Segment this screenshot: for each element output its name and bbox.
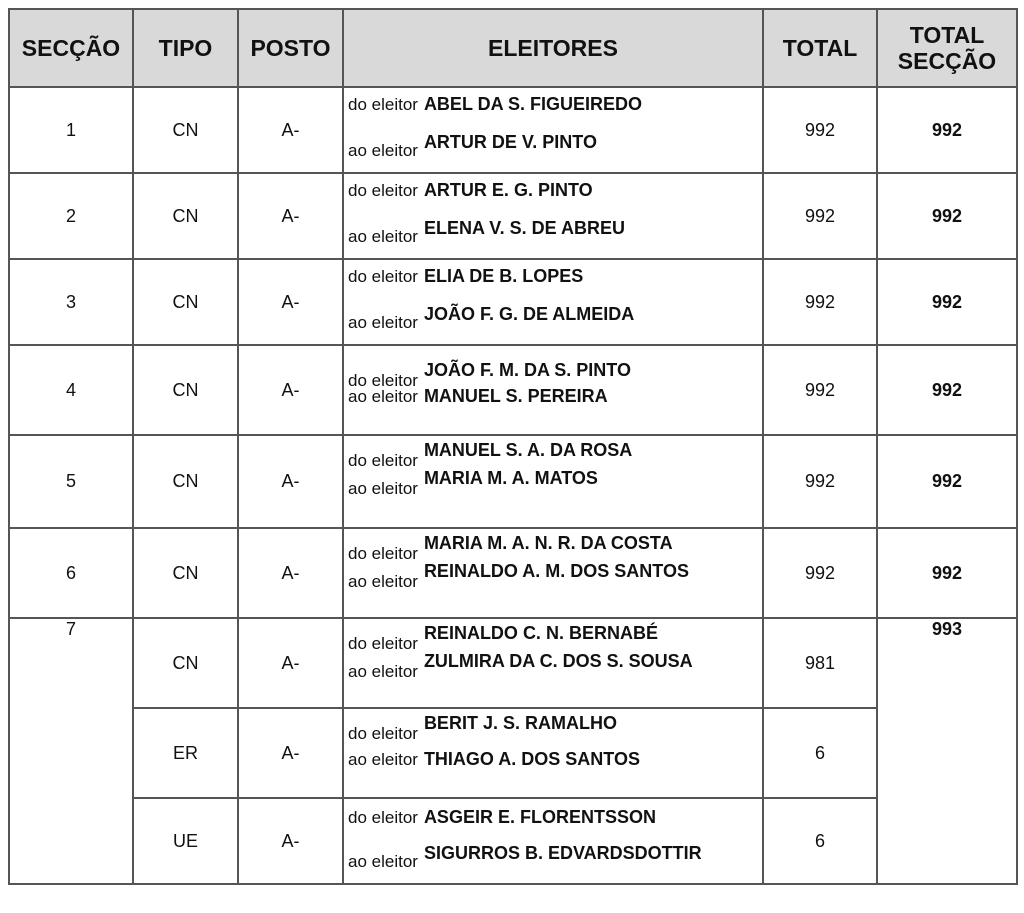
header-total-seccao bbox=[877, 9, 1017, 87]
header-total: TOTAL bbox=[763, 9, 877, 87]
to-line bbox=[348, 132, 597, 160]
total-seccao-cell: 992 bbox=[877, 435, 1017, 528]
to-line bbox=[348, 651, 693, 681]
electoral-sections-table bbox=[8, 8, 1018, 885]
from-label: do eleitor bbox=[348, 181, 418, 200]
to-name: ZULMIRA DA C. DOS S. SOUSA bbox=[423, 651, 693, 671]
to-label: ao eleitor bbox=[348, 387, 418, 406]
total-cell: 992 bbox=[763, 173, 877, 259]
posto-cell: A- bbox=[238, 798, 343, 884]
tipo-cell: CN bbox=[133, 435, 238, 528]
tipo-cell: CN bbox=[133, 528, 238, 618]
from-name: ELIA DE B. LOPES bbox=[423, 266, 584, 286]
total-cell: 992 bbox=[763, 87, 877, 173]
from-line bbox=[348, 180, 593, 201]
header-eleitores: ELEITORES bbox=[343, 9, 763, 87]
to-line bbox=[348, 386, 608, 407]
total-cell: 992 bbox=[763, 435, 877, 528]
from-label: do eleitor bbox=[348, 544, 418, 563]
posto-cell: A- bbox=[238, 618, 343, 708]
eleitores-cell bbox=[343, 345, 763, 435]
total-seccao-cell: 992 bbox=[877, 87, 1017, 173]
to-line bbox=[348, 304, 635, 332]
total-cell: 981 bbox=[763, 618, 877, 708]
posto-cell: A- bbox=[238, 528, 343, 618]
from-name: BERIT J. S. RAMALHO bbox=[423, 713, 617, 733]
total-seccao-cell: 992 bbox=[877, 259, 1017, 345]
seccao-cell: 5 bbox=[9, 435, 133, 528]
from-label: do eleitor bbox=[348, 95, 418, 114]
to-name: ELENA V. S. DE ABREU bbox=[423, 218, 625, 238]
to-line bbox=[348, 561, 689, 591]
total-seccao-cell: 992 bbox=[877, 345, 1017, 435]
seccao-cell: 1 bbox=[9, 87, 133, 173]
total-cell: 6 bbox=[763, 798, 877, 884]
total-cell: 6 bbox=[763, 708, 877, 798]
tipo-cell: UE bbox=[133, 798, 238, 884]
from-line bbox=[348, 533, 673, 563]
from-label: do eleitor bbox=[348, 724, 418, 743]
from-name: MANUEL S. A. DA ROSA bbox=[423, 440, 633, 460]
table-row bbox=[9, 345, 1017, 435]
tipo-cell: CN bbox=[133, 618, 238, 708]
eleitores-cell bbox=[343, 708, 763, 798]
tipo-cell: CN bbox=[133, 345, 238, 435]
to-name: THIAGO A. DOS SANTOS bbox=[423, 749, 640, 769]
to-label: ao eleitor bbox=[348, 313, 418, 332]
to-name: ARTUR DE V. PINTO bbox=[423, 132, 597, 152]
table-row bbox=[9, 528, 1017, 618]
from-line bbox=[348, 266, 583, 287]
table-row bbox=[9, 708, 1017, 798]
from-name: ASGEIR E. FLORENTSSON bbox=[423, 807, 656, 827]
total-cell: 992 bbox=[763, 345, 877, 435]
total-cell: 992 bbox=[763, 528, 877, 618]
seccao-cell: 2 bbox=[9, 173, 133, 259]
posto-cell: A- bbox=[238, 345, 343, 435]
tipo-cell: CN bbox=[133, 259, 238, 345]
table-row bbox=[9, 435, 1017, 528]
seccao-cell: 4 bbox=[9, 345, 133, 435]
tipo-cell: CN bbox=[133, 87, 238, 173]
to-label: ao eleitor bbox=[348, 750, 418, 769]
eleitores-cell bbox=[343, 173, 763, 259]
table-row bbox=[9, 798, 1017, 884]
to-label: ao eleitor bbox=[348, 479, 418, 498]
from-name: REINALDO C. N. BERNABÉ bbox=[423, 623, 658, 643]
from-name: MARIA M. A. N. R. DA COSTA bbox=[423, 533, 673, 553]
eleitores-cell bbox=[343, 618, 763, 708]
to-name: REINALDO A. M. DOS SANTOS bbox=[423, 561, 689, 581]
from-line bbox=[348, 360, 631, 390]
from-line bbox=[348, 713, 617, 743]
posto-cell: A- bbox=[238, 259, 343, 345]
total-seccao-cell: 993 bbox=[877, 618, 1017, 884]
to-label: ao eleitor bbox=[348, 572, 418, 591]
posto-cell: A- bbox=[238, 173, 343, 259]
eleitores-cell bbox=[343, 435, 763, 528]
tipo-cell: ER bbox=[133, 708, 238, 798]
header-posto: POSTO bbox=[238, 9, 343, 87]
from-label: do eleitor bbox=[348, 371, 418, 390]
from-line bbox=[348, 440, 633, 470]
table-row bbox=[9, 259, 1017, 345]
from-label: do eleitor bbox=[348, 451, 418, 470]
header-total-seccao-line2: SECÇÃO bbox=[897, 48, 997, 74]
total-seccao-cell: 992 bbox=[877, 173, 1017, 259]
to-line bbox=[348, 749, 640, 770]
seccao-cell: 7 bbox=[9, 618, 133, 884]
table-row bbox=[9, 618, 1017, 708]
eleitores-cell bbox=[343, 528, 763, 618]
from-name: ARTUR E. G. PINTO bbox=[423, 180, 593, 200]
table-row bbox=[9, 173, 1017, 259]
to-line bbox=[348, 218, 625, 246]
eleitores-cell bbox=[343, 798, 763, 884]
to-label: ao eleitor bbox=[348, 141, 418, 160]
to-name: MANUEL S. PEREIRA bbox=[423, 386, 608, 406]
posto-cell: A- bbox=[238, 87, 343, 173]
tipo-cell: CN bbox=[133, 173, 238, 259]
header-total-seccao-line1: TOTAL bbox=[909, 22, 985, 48]
table-row bbox=[9, 87, 1017, 173]
posto-cell: A- bbox=[238, 708, 343, 798]
from-line bbox=[348, 807, 656, 828]
seccao-cell: 3 bbox=[9, 259, 133, 345]
total-cell: 992 bbox=[763, 259, 877, 345]
eleitores-cell bbox=[343, 87, 763, 173]
from-label: do eleitor bbox=[348, 808, 418, 827]
total-seccao-cell: 992 bbox=[877, 528, 1017, 618]
from-line bbox=[348, 94, 642, 115]
to-label: ao eleitor bbox=[348, 852, 418, 871]
from-line bbox=[348, 623, 658, 653]
to-line bbox=[348, 843, 702, 871]
from-name: ABEL DA S. FIGUEIREDO bbox=[423, 94, 642, 114]
eleitores-cell bbox=[343, 259, 763, 345]
seccao-cell: 6 bbox=[9, 528, 133, 618]
to-name: SIGURROS B. EDVARDSDOTTIR bbox=[423, 843, 702, 863]
to-line bbox=[348, 468, 598, 498]
from-name: JOÃO F. M. DA S. PINTO bbox=[423, 360, 631, 380]
header-seccao: SECÇÃO bbox=[9, 9, 133, 87]
to-label: ao eleitor bbox=[348, 227, 418, 246]
posto-cell: A- bbox=[238, 435, 343, 528]
from-label: do eleitor bbox=[348, 267, 418, 286]
header-row bbox=[9, 9, 1017, 87]
header-tipo: TIPO bbox=[133, 9, 238, 87]
to-label: ao eleitor bbox=[348, 662, 418, 681]
to-name: MARIA M. A. MATOS bbox=[423, 468, 598, 488]
to-name: JOÃO F. G. DE ALMEIDA bbox=[423, 304, 635, 324]
from-label: do eleitor bbox=[348, 634, 418, 653]
